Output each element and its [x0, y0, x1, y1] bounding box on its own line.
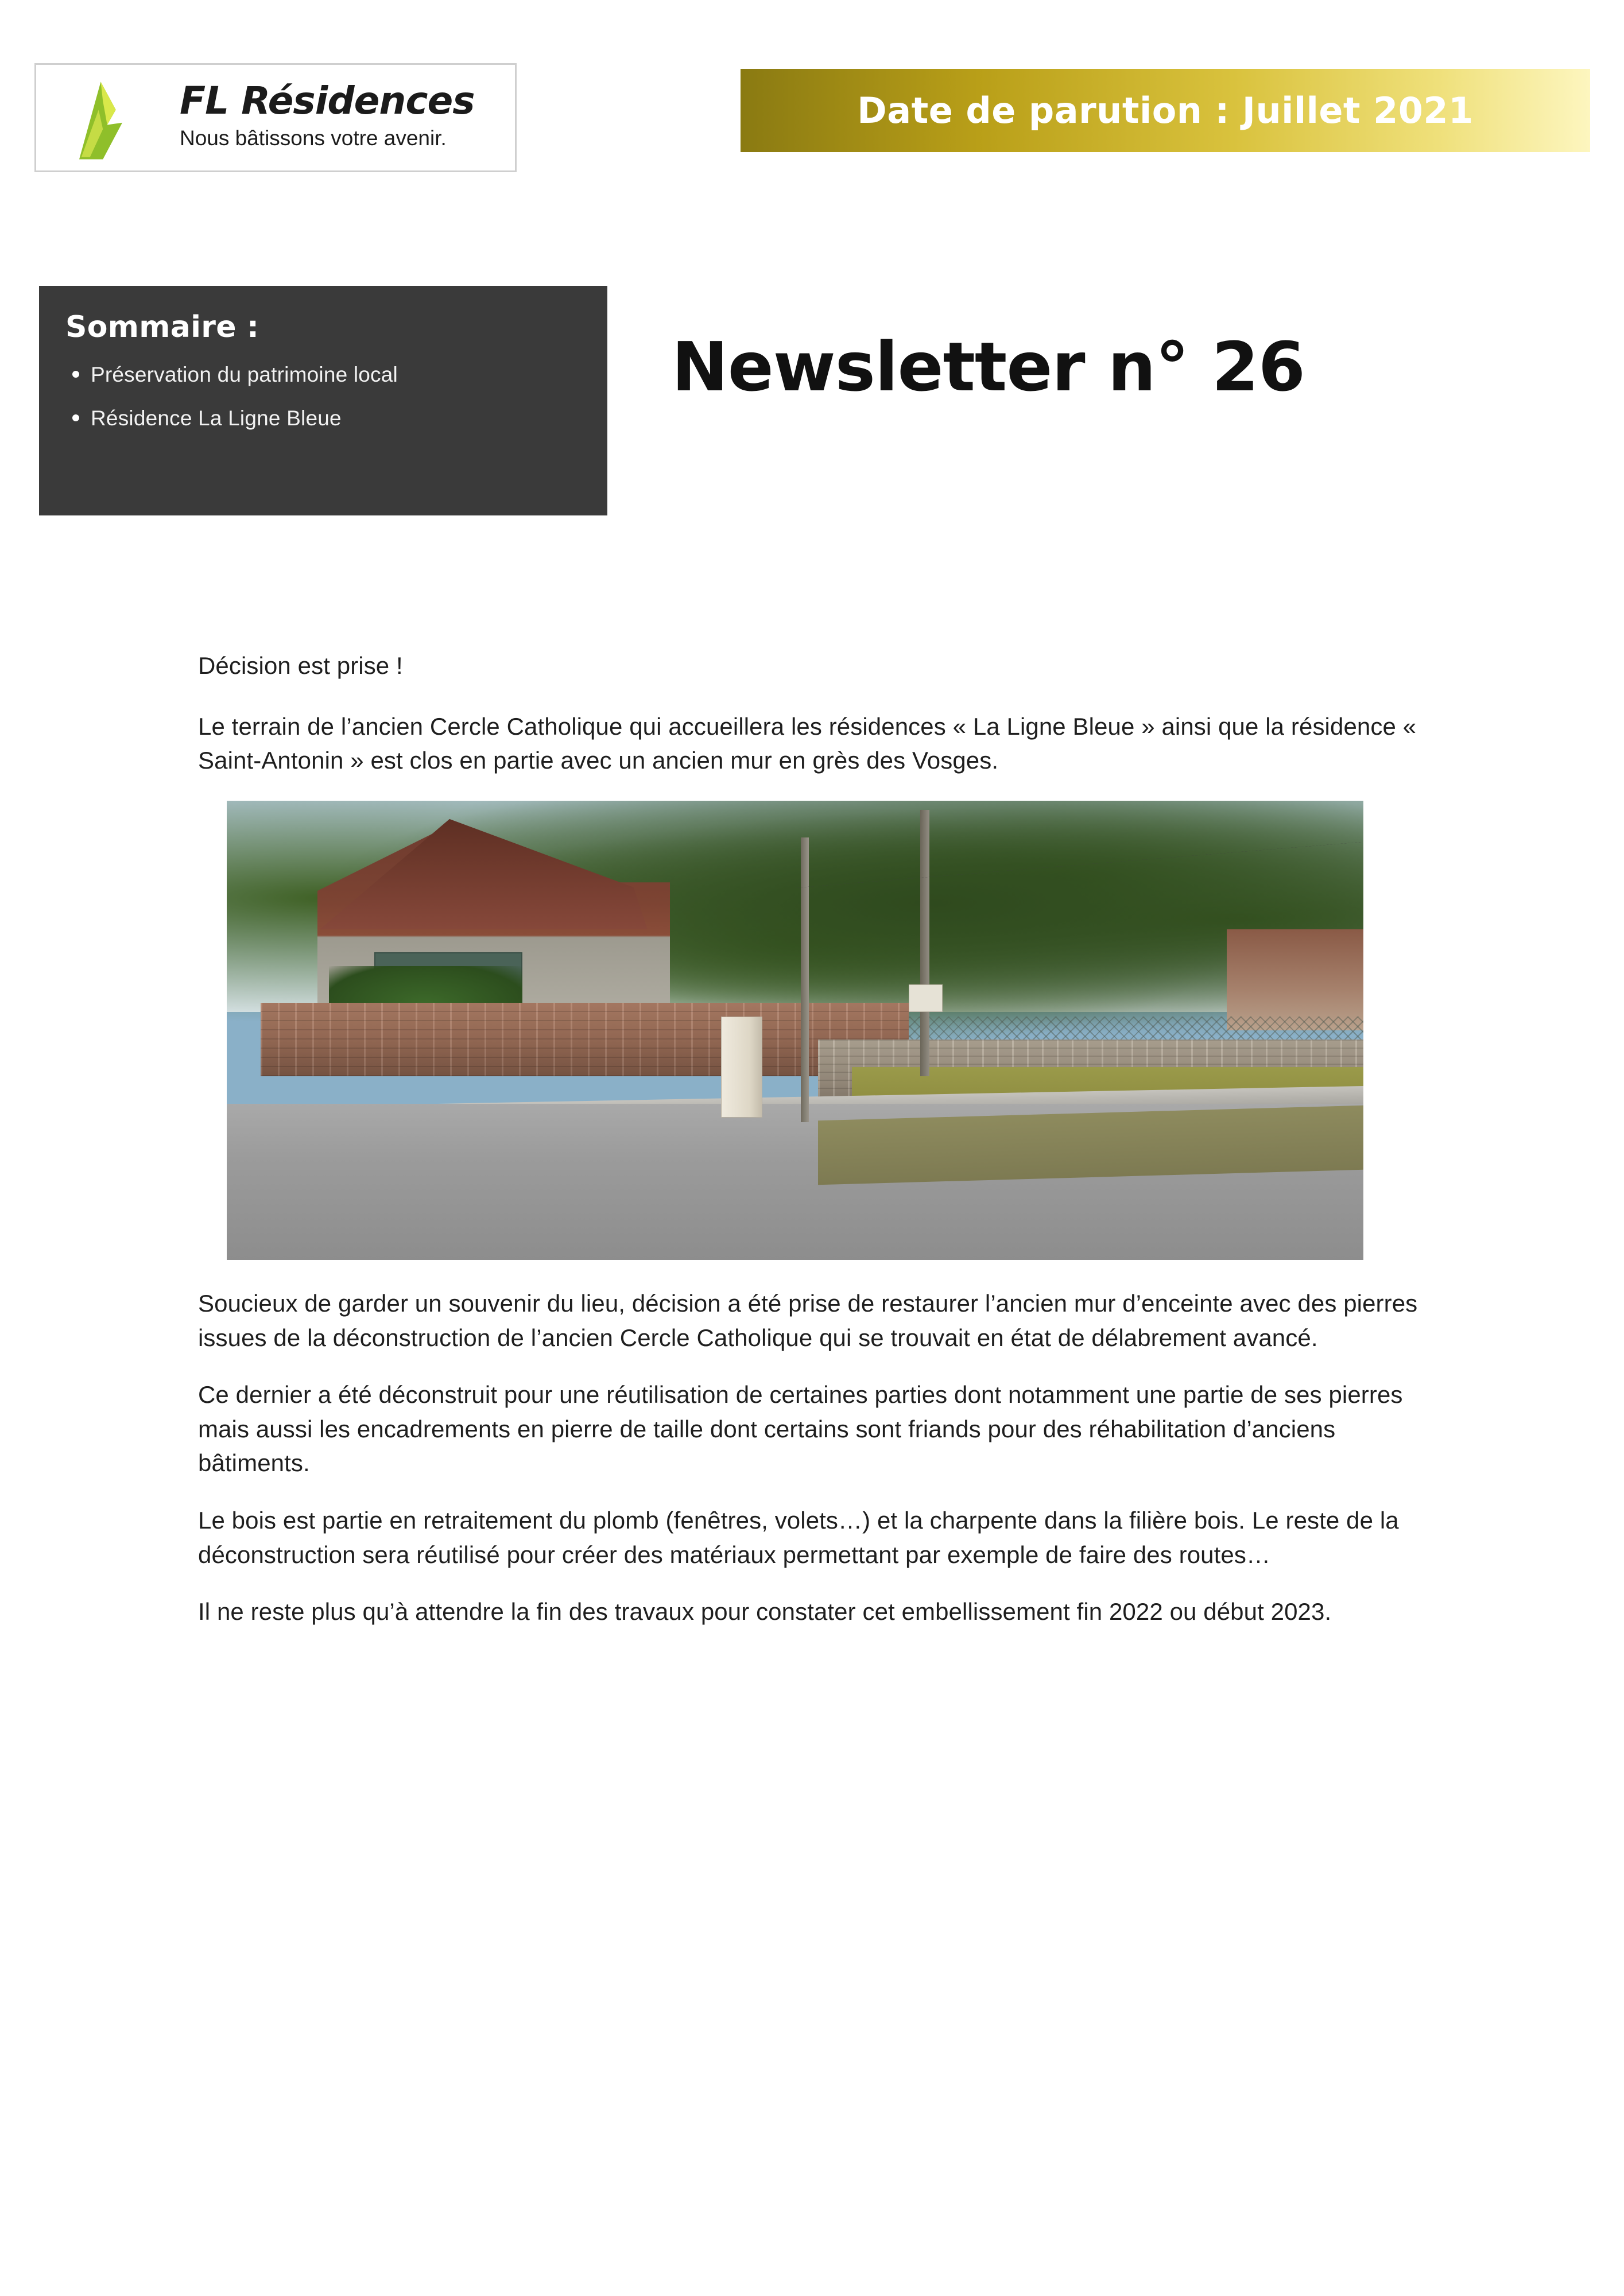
logo-title: FL Résidences	[180, 79, 475, 123]
logo-tagline: Nous bâtissons votre avenir.	[180, 126, 447, 150]
paragraph: Ce dernier a été déconstruit pour une réutilisation de certaines parties dont notamment une partie de ses pierres mais aussi les encadrements en pierre de taille dont certains sont friands pour des réhabilitation d’anciens bâtiments.	[198, 1381, 1403, 1477]
paragraph: Soucieux de garder un souvenir du lieu, décision a été prise de restaurer l’ancien mur d’enceinte avec des pierres issues de la déconstruction de l’ancien Cercle Catholique qui se trouvait en état de délabrement avancé.	[198, 1289, 1418, 1351]
fl-arrow-logo-icon	[59, 77, 168, 164]
page-header	[0, 0, 1624, 189]
page-title: Newsletter n° 26	[672, 327, 1305, 406]
photo-building-right	[1227, 929, 1363, 1030]
paragraph: Il ne reste plus qu’à attendre la fin des travaux pour constater cet embellissement fin 2022 ou début 2023.	[198, 1598, 1332, 1626]
photo-utility-cabinet	[721, 1017, 762, 1118]
summary-title: Sommaire :	[65, 310, 259, 344]
paragraph: Le bois est partie en retraitement du plomb (fenêtres, volets…) et la charpente dans la filière bois. Le reste de la déconstruction sera réutilisé pour créer des matériaux permettant par exemple de faire des routes…	[198, 1507, 1399, 1568]
paragraph: Le terrain de l’ancien Cercle Catholique qui accueillera les résidences « La Ligne Bleue » ainsi que la résidence « Saint-Antonin » est clos en partie avec un ancien mur en grès des Vosges.	[198, 712, 1417, 774]
summary-box	[39, 286, 607, 515]
company-logo	[34, 63, 517, 172]
publication-date-banner	[741, 69, 1590, 152]
publication-date-text: Date de parution : Juillet 2021	[857, 90, 1474, 131]
article-body	[198, 649, 1421, 1652]
photo-power-lines	[795, 842, 1363, 888]
photo-sandstone-wall	[261, 1003, 909, 1076]
list-item: Résidence La Ligne Bleue	[65, 404, 581, 433]
summary-list	[65, 360, 581, 433]
photo-meter-box	[909, 984, 943, 1012]
article-photo	[227, 801, 1363, 1260]
paragraph: Décision est prise !	[198, 652, 403, 679]
list-item: Préservation du patrimoine local	[65, 360, 581, 389]
logo-text	[180, 81, 501, 150]
